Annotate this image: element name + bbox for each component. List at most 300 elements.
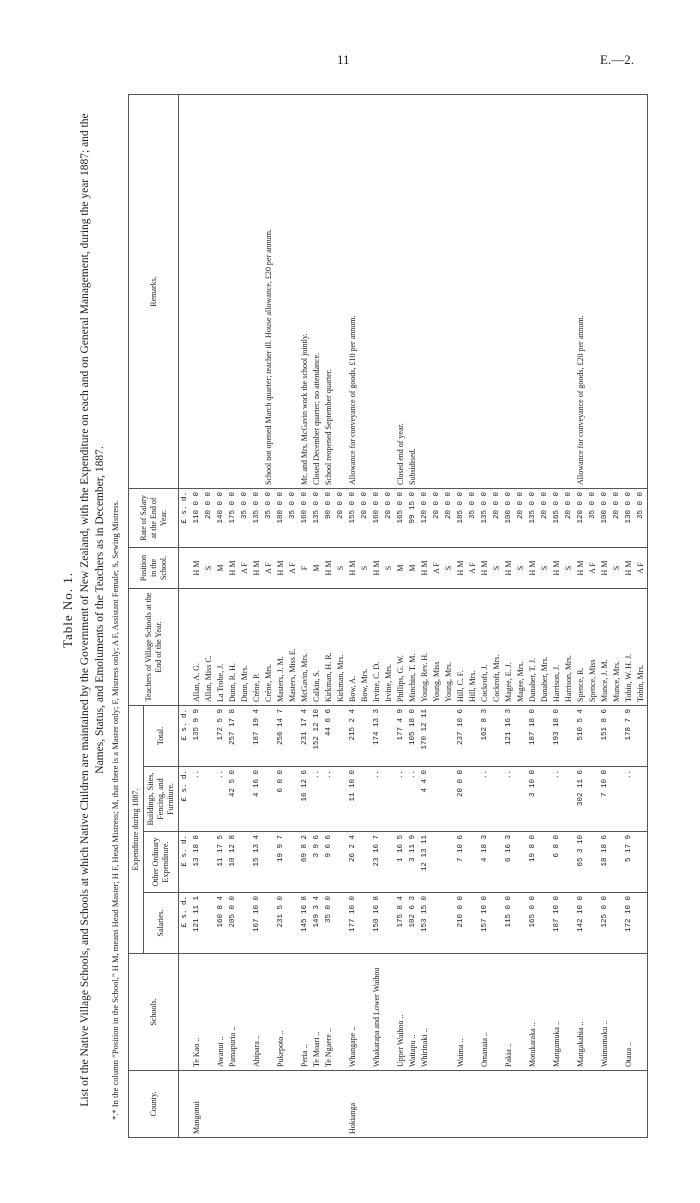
cell-school [515, 954, 527, 1071]
header-rate: Rate of Salary at the End of Year. [129, 489, 179, 548]
table-row [563, 95, 575, 1138]
cell-salaries [467, 893, 479, 954]
cell-county [575, 1071, 587, 1138]
cell-remarks: Allowance for conveyance of goods, £10 per annum. [347, 95, 359, 489]
cell-remarks [359, 95, 371, 489]
cell-remarks [227, 95, 239, 489]
cell-school [467, 954, 479, 1071]
header-buildings: Buildings, Sites, Fencing, and Furniture. [144, 767, 179, 832]
cell-rate: 165 0 0 [395, 489, 407, 548]
cell-total: 162 8 3 [479, 706, 491, 767]
table-row [491, 95, 503, 1138]
cell-buildings [287, 767, 299, 832]
cell-county [335, 1071, 347, 1138]
cell-other-expenditure [263, 832, 275, 893]
cell-salaries: 121 11 1 [191, 893, 203, 954]
cell-buildings: 3 10 0 [527, 767, 539, 832]
table-row [587, 95, 599, 1138]
cell-teacher: Kirkman, H. R. [323, 589, 335, 706]
cell-position: A F [239, 548, 251, 589]
cell-county [359, 1071, 371, 1138]
cell-school: Waima .. [455, 954, 467, 1071]
cell-salaries [383, 893, 395, 954]
cell-total [611, 706, 623, 767]
cell-position: A F [587, 548, 599, 589]
cell-position: M [311, 548, 323, 589]
cell-position: H M [227, 548, 239, 589]
cell-buildings: .. [311, 767, 323, 832]
units-rate: £ s. d. [179, 489, 192, 548]
cell-other-expenditure: 5 17 9 [623, 832, 635, 893]
cell-remarks [455, 95, 467, 489]
cell-total: 172 5 9 [215, 706, 227, 767]
cell-other-expenditure: 19 8 0 [527, 832, 539, 893]
cell-county [251, 1071, 263, 1138]
cell-teacher: Hill, Mrs. [467, 589, 479, 706]
cell-salaries [491, 893, 503, 954]
cell-rate: 35 0 0 [635, 489, 648, 548]
cell-school [203, 954, 215, 1071]
cell-position: S [335, 548, 347, 589]
cell-position: H M [551, 548, 563, 589]
cell-remarks [335, 95, 347, 489]
table-row [371, 95, 383, 1138]
cell-buildings: .. [395, 767, 407, 832]
cell-other-expenditure [491, 832, 503, 893]
cell-other-expenditure: 6 8 0 [551, 832, 563, 893]
cell-teacher: Danaher, Mrs. [539, 589, 551, 706]
table-row [539, 95, 551, 1138]
cell-county [407, 1071, 419, 1138]
cell-position: H M [419, 548, 431, 589]
cell-rate: 20 0 0 [335, 489, 347, 548]
cell-total: 257 17 8 [227, 706, 239, 767]
cell-buildings: .. [479, 767, 491, 832]
cell-school [239, 954, 251, 1071]
cell-remarks: Allowance for conveyance of goods, £20 per annum. [575, 95, 587, 489]
table-row [515, 95, 527, 1138]
cell-teacher: Hill, C. F. [455, 589, 467, 706]
cell-county [479, 1071, 491, 1138]
cell-teacher: Young, Rev. H. [419, 589, 431, 706]
cell-buildings [563, 767, 575, 832]
cell-other-expenditure: 6 16 3 [503, 832, 515, 893]
cell-other-expenditure: 1 16 5 [395, 832, 407, 893]
cell-other-expenditure [515, 832, 527, 893]
cell-teacher: Allan, Miss C. [203, 589, 215, 706]
cell-other-expenditure [587, 832, 599, 893]
units-buildings: £ s. d. [179, 767, 192, 832]
cell-school [443, 954, 455, 1071]
header-remarks: Remarks. [129, 95, 179, 489]
cell-county [299, 1071, 311, 1138]
cell-other-expenditure [539, 832, 551, 893]
cell-salaries [611, 893, 623, 954]
cell-school [587, 954, 599, 1071]
cell-salaries [239, 893, 251, 954]
header-expenditure: Expenditure during 1887. [129, 706, 144, 954]
cell-remarks [479, 95, 491, 489]
cell-position: M [215, 548, 227, 589]
cell-position: S [515, 548, 527, 589]
cell-salaries: 142 10 0 [575, 893, 587, 954]
cell-other-expenditure [287, 832, 299, 893]
cell-remarks: Mr. and Mrs. McGavin work the school jointly. [299, 95, 311, 489]
cell-school: Waimamaku .. [599, 954, 611, 1071]
cell-salaries: 187 10 0 [551, 893, 563, 954]
cell-county [311, 1071, 323, 1138]
cell-rate: 135 0 0 [251, 489, 263, 548]
cell-buildings [539, 767, 551, 832]
position-note: *.* In the column “Position in the School,” H M, means Head Master; H F, Head Mistress; M, that there is a Master only; F, Mistress only; A F, Assistant Female; S, Sewing Mistress. [110, 500, 120, 1120]
cell-county [563, 1071, 575, 1138]
cell-other-expenditure: 13 18 8 [191, 832, 203, 893]
cell-total: 237 10 6 [455, 706, 467, 767]
cell-school [335, 954, 347, 1071]
cell-rate: 20 0 0 [515, 489, 527, 548]
cell-salaries: 205 0 0 [227, 893, 239, 954]
cell-position: S [491, 548, 503, 589]
cell-total [539, 706, 551, 767]
cell-teacher: Harrison, J. [551, 589, 563, 706]
cell-position: A F [431, 548, 443, 589]
cell-rate: 20 0 0 [359, 489, 371, 548]
cell-position: A F [635, 548, 648, 589]
cell-school: Whakarapa and Lower Waihou [371, 954, 383, 1071]
cell-position: H M [479, 548, 491, 589]
cell-other-expenditure [635, 832, 648, 893]
cell-remarks [419, 95, 431, 489]
cell-teacher: Calkin, S. [311, 589, 323, 706]
cell-salaries: 160 8 4 [215, 893, 227, 954]
cell-other-expenditure [383, 832, 395, 893]
cell-teacher: Danaher, T. J. [527, 589, 539, 706]
cell-remarks [611, 95, 623, 489]
cell-buildings: 20 0 0 [455, 767, 467, 832]
cell-total [515, 706, 527, 767]
cell-school: Peria .. [299, 954, 311, 1071]
cell-teacher: Cockroft, J. [479, 589, 491, 706]
rotated-table-sheet [60, 60, 660, 1160]
cell-position: H M [371, 548, 383, 589]
table-row [635, 95, 648, 1138]
table-subtitle: List of the Native Village Schools, and Schools at which Native Children are maintained by the Government of New Zealand, with the Expenditure on each and on General Management, during the year 1887; and the Names, Status, and Emoluments of the Teachers as in December, 1887. [79, 113, 106, 1107]
cell-total [287, 706, 299, 767]
cell-rate: 35 0 0 [263, 489, 275, 548]
cell-rate: 140 0 0 [215, 489, 227, 548]
cell-remarks [515, 95, 527, 489]
table-row [323, 95, 335, 1138]
cell-county [371, 1071, 383, 1138]
units-total: £ s. d. [179, 706, 192, 767]
units-row [179, 95, 192, 1138]
cell-total: 187 19 4 [251, 706, 263, 767]
cell-school [263, 954, 275, 1071]
cell-remarks [491, 95, 503, 489]
cell-position: H M [251, 548, 263, 589]
cell-teacher: Young, Miss [431, 589, 443, 706]
table-row [347, 95, 359, 1138]
cell-other-expenditure [611, 832, 623, 893]
table-row [419, 95, 431, 1138]
cell-school: Pakia .. [503, 954, 515, 1071]
cell-position: H M [503, 548, 515, 589]
cell-school: Pamapuria .. [227, 954, 239, 1071]
cell-other-expenditure: 10 12 8 [227, 832, 239, 893]
table-row [239, 95, 251, 1138]
cell-other-expenditure [443, 832, 455, 893]
cell-remarks: School not opened March quarter; teacher ill. House allowance, £20 per annum. [263, 95, 275, 489]
cell-total [335, 706, 347, 767]
cell-position: H M [575, 548, 587, 589]
cell-salaries: 177 10 0 [347, 893, 359, 954]
table-row [395, 95, 407, 1138]
cell-rate: 180 0 0 [275, 489, 287, 548]
cell-rate: 20 0 0 [539, 489, 551, 548]
cell-total: 178 7 9 [623, 706, 635, 767]
cell-rate: 35 0 0 [239, 489, 251, 548]
cell-teacher: Minchin, T. M. [407, 589, 419, 706]
cell-position: H M [623, 548, 635, 589]
cell-total [359, 706, 371, 767]
cell-county [275, 1071, 287, 1138]
cell-other-expenditure: 15 13 4 [251, 832, 263, 893]
cell-total [239, 706, 251, 767]
cell-other-expenditure: 26 2 4 [347, 832, 359, 893]
cell-rate: 165 0 0 [551, 489, 563, 548]
cell-school: Omanaia .. [479, 954, 491, 1071]
cell-county [455, 1071, 467, 1138]
cell-remarks [635, 95, 648, 489]
cell-school: Otaua .. [623, 954, 635, 1071]
cell-total [563, 706, 575, 767]
table-row [575, 95, 587, 1138]
cell-total [491, 706, 503, 767]
cell-county [227, 1071, 239, 1138]
cell-remarks [431, 95, 443, 489]
cell-total: 121 16 3 [503, 706, 515, 767]
cell-buildings [203, 767, 215, 832]
cell-remarks [191, 95, 203, 489]
cell-remarks [539, 95, 551, 489]
cell-other-expenditure [335, 832, 347, 893]
cell-buildings: .. [407, 767, 419, 832]
header-other-expenditure: Other Ordinary Expenditure. [144, 832, 179, 893]
cell-salaries: 167 10 0 [251, 893, 263, 954]
cell-school: Te Moari .. [311, 954, 323, 1071]
cell-teacher: Munce, Mrs. [611, 589, 623, 706]
cell-position: H M [323, 548, 335, 589]
cell-rate: 155 0 0 [347, 489, 359, 548]
cell-school: Te Kao .. [191, 954, 203, 1071]
cell-position: M [407, 548, 419, 589]
cell-teacher: Cockroft, Mrs. [491, 589, 503, 706]
cell-rate: 130 0 0 [623, 489, 635, 548]
cell-teacher: Tobin, Mrs. [635, 589, 648, 706]
table-title: Table No. 1. [60, 571, 75, 649]
cell-school: Whirinaki .. [419, 954, 431, 1071]
cell-county [419, 1071, 431, 1138]
cell-rate: 120 0 0 [575, 489, 587, 548]
cell-buildings: .. [371, 767, 383, 832]
cell-remarks [587, 95, 599, 489]
cell-other-expenditure: 23 16 7 [371, 832, 383, 893]
cell-rate: 20 0 0 [431, 489, 443, 548]
cell-position: S [359, 548, 371, 589]
cell-other-expenditure: 7 10 6 [455, 832, 467, 893]
cell-county: Mangonui [191, 1071, 203, 1138]
cell-other-expenditure: 11 17 5 [215, 832, 227, 893]
table-row [611, 95, 623, 1138]
cell-position: H M [527, 548, 539, 589]
cell-total: 510 5 4 [575, 706, 587, 767]
cell-other-expenditure: 9 6 6 [323, 832, 335, 893]
cell-rate: 35 0 0 [287, 489, 299, 548]
cell-position: S [383, 548, 395, 589]
cell-rate: 35 0 0 [467, 489, 479, 548]
cell-school: Waitapu .. [407, 954, 419, 1071]
cell-rate: 160 0 0 [299, 489, 311, 548]
cell-teacher: Créne, P. [251, 589, 263, 706]
header-total: Total. [144, 706, 179, 767]
cell-salaries [539, 893, 551, 954]
header-county: County. [129, 1071, 179, 1138]
cell-school [611, 954, 623, 1071]
cell-total: 151 8 6 [599, 706, 611, 767]
cell-school: Mangamuka .. [551, 954, 563, 1071]
table-row [335, 95, 347, 1138]
cell-rate: 20 0 0 [443, 489, 455, 548]
cell-rate: 110 0 0 [191, 489, 203, 548]
cell-other-expenditure: 65 3 10 [575, 832, 587, 893]
table-row [407, 95, 419, 1138]
cell-position: S [563, 548, 575, 589]
cell-remarks [599, 95, 611, 489]
cell-county [263, 1071, 275, 1138]
cell-other-expenditure: 4 18 3 [479, 832, 491, 893]
table-row [203, 95, 215, 1138]
cell-school [383, 954, 395, 1071]
cell-buildings [443, 767, 455, 832]
table-row [455, 95, 467, 1138]
cell-teacher: Munce, J. M. [599, 589, 611, 706]
cell-school [491, 954, 503, 1071]
cell-buildings: .. [191, 767, 203, 832]
cell-salaries: 231 5 0 [275, 893, 287, 954]
table-row [503, 95, 515, 1138]
table-row [263, 95, 275, 1138]
cell-school [563, 954, 575, 1071]
cell-school [635, 954, 648, 1071]
table-row [527, 95, 539, 1138]
cell-rate: 20 0 0 [611, 489, 623, 548]
cell-position: S [203, 548, 215, 589]
cell-total: 174 13 3 [371, 706, 383, 767]
cell-county [503, 1071, 515, 1138]
cell-teacher: McGavin, Mrs. [299, 589, 311, 706]
cell-buildings [239, 767, 251, 832]
cell-county [611, 1071, 623, 1138]
cell-county [635, 1071, 648, 1138]
cell-total: 135 9 9 [191, 706, 203, 767]
cell-salaries [635, 893, 648, 954]
schools-table [128, 94, 648, 1138]
cell-school: Te Ngaere .. [323, 954, 335, 1071]
cell-buildings [587, 767, 599, 832]
cell-school: Pukepoto .. [275, 954, 287, 1071]
cell-salaries: 125 0 0 [599, 893, 611, 954]
cell-buildings: 4 4 0 [419, 767, 431, 832]
cell-rate: 135 0 0 [479, 489, 491, 548]
cell-position: A F [287, 548, 299, 589]
cell-total [587, 706, 599, 767]
cell-salaries [335, 893, 347, 954]
cell-rate: 185 0 0 [455, 489, 467, 548]
units-salaries: £ s. d. [179, 893, 192, 954]
cell-position: H M [275, 548, 287, 589]
cell-other-expenditure: 3 9 6 [311, 832, 323, 893]
cell-teacher: Spence, Miss [587, 589, 599, 706]
cell-teacher: Irvine, Mrs. [383, 589, 395, 706]
cell-school: Whangape .. [347, 954, 359, 1071]
table-row [215, 95, 227, 1138]
cell-teacher: Spence, R. [575, 589, 587, 706]
cell-remarks [287, 95, 299, 489]
cell-remarks [383, 95, 395, 489]
cell-position: A F [467, 548, 479, 589]
table-row [443, 95, 455, 1138]
cell-remarks: Closed end of year. [395, 95, 407, 489]
cell-buildings [467, 767, 479, 832]
cell-remarks [371, 95, 383, 489]
cell-buildings [359, 767, 371, 832]
cell-salaries: 153 15 0 [419, 893, 431, 954]
cell-teacher: Masters, J. M. [275, 589, 287, 706]
cell-county [383, 1071, 395, 1138]
cell-other-expenditure [563, 832, 575, 893]
cell-buildings [491, 767, 503, 832]
cell-teacher: Masters, Miss E. [287, 589, 299, 706]
cell-salaries: 35 0 0 [323, 893, 335, 954]
table-row [311, 95, 323, 1138]
cell-buildings: 7 10 0 [599, 767, 611, 832]
cell-school: Ahipara .. [251, 954, 263, 1071]
cell-county [551, 1071, 563, 1138]
cell-rate: 99 15 0 [407, 489, 419, 548]
cell-county [515, 1071, 527, 1138]
cell-remarks: School reopened September quarter. [323, 95, 335, 489]
cell-salaries: 149 3 4 [311, 893, 323, 954]
cell-county [599, 1071, 611, 1138]
cell-buildings: 6 0 0 [275, 767, 287, 832]
cell-total: 187 18 0 [527, 706, 539, 767]
table-row [287, 95, 299, 1138]
header-salaries: Salaries. [144, 893, 179, 954]
cell-county [323, 1071, 335, 1138]
header-schools: Schools. [129, 954, 179, 1071]
cell-buildings: .. [323, 767, 335, 832]
cell-salaries [431, 893, 443, 954]
cell-remarks [275, 95, 287, 489]
cell-position: H M [347, 548, 359, 589]
cell-rate: 100 0 0 [599, 489, 611, 548]
table-row [299, 95, 311, 1138]
units-other: £ s. d. [179, 832, 192, 893]
cell-buildings: .. [623, 767, 635, 832]
cell-remarks [215, 95, 227, 489]
cell-county [623, 1071, 635, 1138]
cell-county [395, 1071, 407, 1138]
